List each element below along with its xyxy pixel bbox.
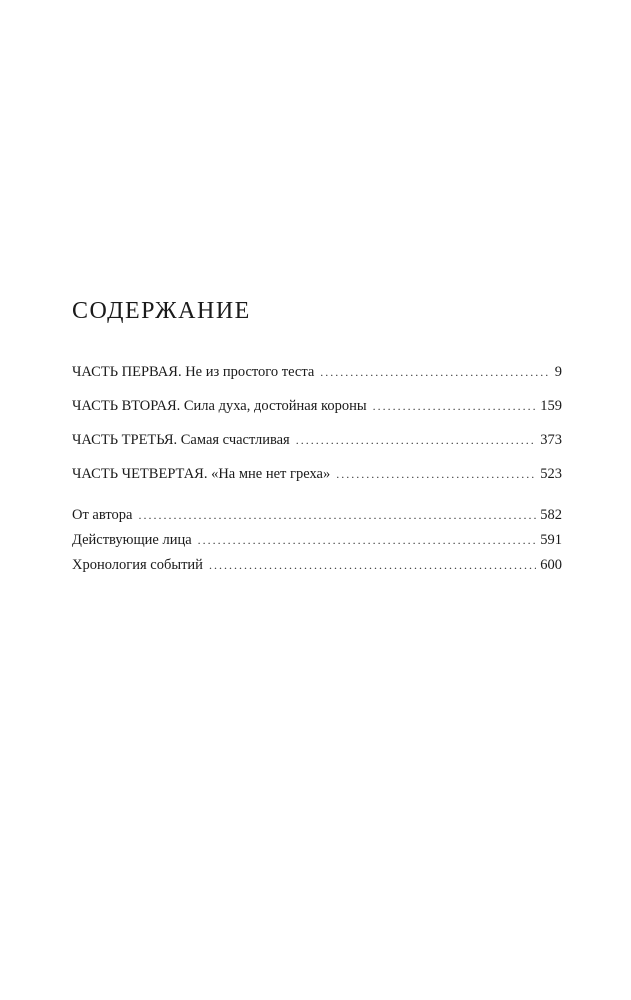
toc-entry-part-2[interactable] xyxy=(72,396,562,416)
toc-entry-part-3[interactable] xyxy=(72,430,562,450)
toc-entry-characters[interactable] xyxy=(72,530,562,550)
toc-entry-label: ЧАСТЬ ПЕРВАЯ. Не из простого теста xyxy=(72,364,315,380)
toc-entry-chronology[interactable] xyxy=(72,555,562,575)
toc-extras xyxy=(72,505,562,575)
toc-entry-page: 159 xyxy=(540,398,562,414)
toc-entry-page: 600 xyxy=(540,557,562,573)
toc-entry-part-4[interactable] xyxy=(72,464,562,484)
toc-entry-label: От автора xyxy=(72,507,133,523)
dot-leader xyxy=(320,362,550,382)
toc-entry-author-note[interactable] xyxy=(72,505,562,525)
table-of-contents xyxy=(72,362,562,580)
toc-entry-label: ЧАСТЬ ВТОРАЯ. Сила духа, достойная короны xyxy=(72,398,367,414)
toc-parts xyxy=(72,362,562,484)
page-title: СОДЕРЖАНИЕ xyxy=(72,298,251,324)
toc-entry-page: 9 xyxy=(554,364,562,380)
toc-entry-page: 373 xyxy=(540,432,562,448)
toc-entry-label: ЧАСТЬ ТРЕТЬЯ. Самая счастливая xyxy=(72,432,290,448)
dot-leader xyxy=(336,464,536,484)
dot-leader xyxy=(373,396,537,416)
toc-entry-label: Действующие лица xyxy=(72,532,192,548)
toc-entry-label: Хронология событий xyxy=(72,557,203,573)
toc-entry-part-1[interactable] xyxy=(72,362,562,382)
dot-leader xyxy=(138,505,536,525)
dot-leader xyxy=(198,530,537,550)
dot-leader xyxy=(209,555,536,575)
toc-entry-label: ЧАСТЬ ЧЕТВЕРТАЯ. «На мне нет греха» xyxy=(72,466,331,482)
dot-leader xyxy=(296,430,537,450)
toc-entry-page: 523 xyxy=(540,466,562,482)
toc-entry-page: 582 xyxy=(540,507,562,523)
toc-entry-page: 591 xyxy=(540,532,562,548)
